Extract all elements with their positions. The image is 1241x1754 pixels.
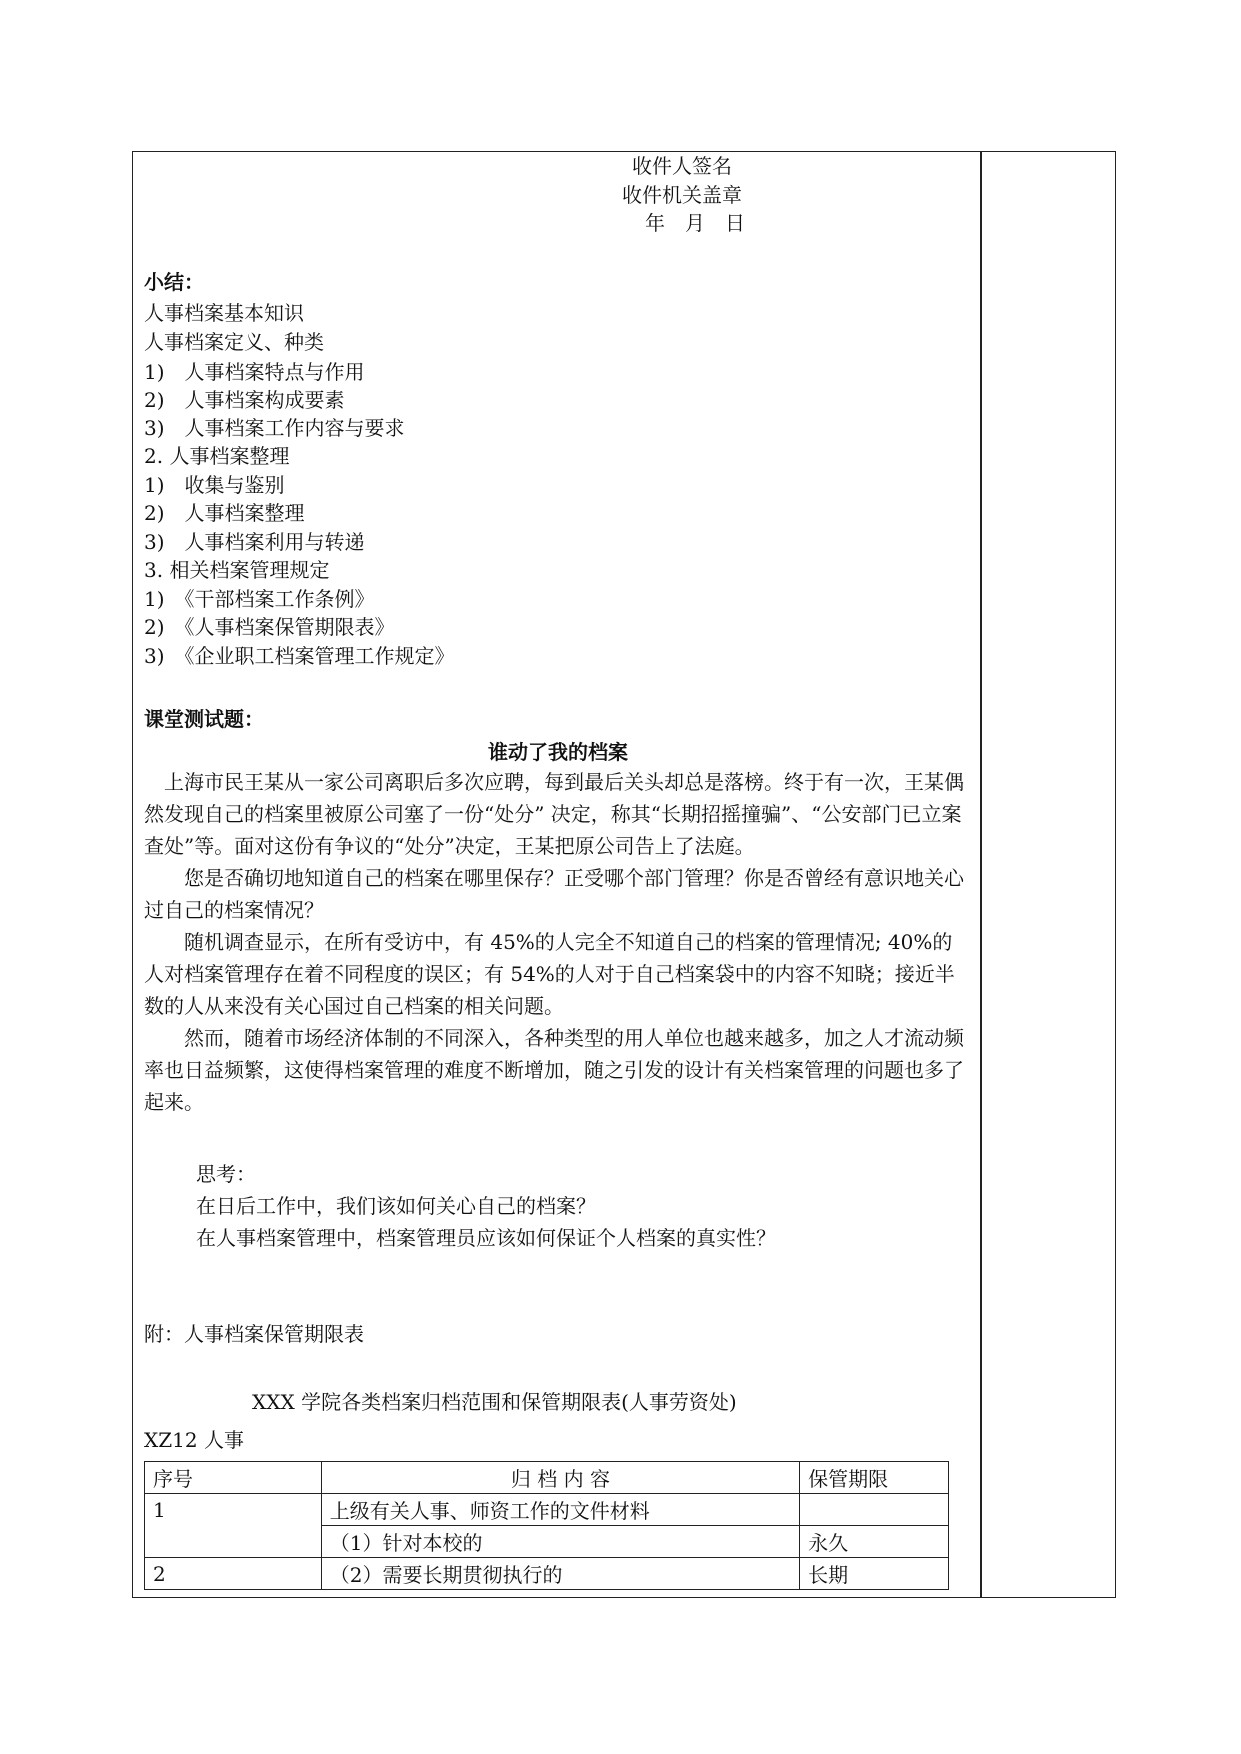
category-label: XZ12 人事	[144, 1428, 244, 1452]
summary-item: 3) 人事档案工作内容与要求	[144, 416, 405, 440]
summary-item: 3) 人事档案利用与转递	[144, 530, 365, 554]
column-divider	[980, 151, 982, 1598]
recipient-seal-label: 收件机关盖章	[622, 183, 742, 207]
summary-item: 1) 收集与鉴别	[144, 473, 285, 497]
row-content: （1）针对本校的	[321, 1526, 799, 1558]
recipient-signature-label: 收件人签名	[632, 154, 732, 178]
summary-item: 1) 《干部档案工作条例》	[144, 587, 375, 611]
case-paragraph-3: 随机调查显示，在所有受访中，有 45%的人完全不知道自己的档案的管理情况; 40%的人对档案管理存在着不同程度的误区；有 54%的人对于自己档案袋中的内容不知晓；接近半数的人从来没有关心国过自己档案的相关问题。	[144, 930, 955, 1018]
case-paragraph-1: 上海市民王某从一家公司离职后多次应聘，每到最后关头却总是落榜。终于有一次，王某偶然发现自己的档案里被原公司塞了一份“处分” 决定，称其“长期招摇撞骗”、“公安部门已立案查处”等。面对这份有争议的“处分”决定，王某把原公司告上了法庭。	[144, 770, 964, 858]
quiz-heading: 课堂测试题：	[144, 707, 264, 731]
row-number	[145, 1526, 322, 1558]
header-retention: 保管期限	[800, 1462, 949, 1494]
case-paragraph-2: 您是否确切地知道自己的档案在哪里保存？正受哪个部门管理？你是否曾经有意识地关心过自己的档案情况？	[144, 866, 964, 922]
summary-item: 人事档案基本知识	[144, 301, 304, 325]
summary-item: 2) 人事档案构成要素	[144, 388, 345, 412]
table-row	[145, 1494, 949, 1526]
appendix-label: 附：人事档案保管期限表	[144, 1322, 364, 1346]
summary-item: 人事档案定义、种类	[144, 330, 324, 354]
summary-item: 3) 《企业职工档案管理工作规定》	[144, 644, 455, 668]
date-label: 年 月 日	[645, 211, 745, 235]
table-row	[145, 1558, 949, 1590]
case-body	[144, 766, 972, 1118]
table-header-row	[145, 1462, 949, 1494]
case-title: 谁动了我的档案	[488, 740, 628, 764]
question-1: 在日后工作中，我们该如何关心自己的档案？	[196, 1194, 596, 1218]
case-paragraph-4: 然而，随着市场经济体制的不同深入，各种类型的用人单位也越来越多，加之人才流动频率也日益频繁，这使得档案管理的难度不断增加，随之引发的设计有关档案管理的问题也多了起来。	[144, 1026, 964, 1114]
summary-item: 2) 人事档案整理	[144, 501, 305, 525]
summary-item: 2. 人事档案整理	[144, 444, 290, 468]
think-label: 思考：	[196, 1162, 256, 1186]
row-retention	[800, 1494, 949, 1526]
retention-table	[144, 1461, 949, 1590]
row-number: 2	[145, 1558, 322, 1590]
summary-item: 3. 相关档案管理规定	[144, 558, 330, 582]
row-content: 上级有关人事、师资工作的文件材料	[321, 1494, 799, 1526]
row-number: 1	[145, 1494, 322, 1526]
header-content: 归 档 内 容	[321, 1462, 799, 1494]
summary-item: 2) 《人事档案保管期限表》	[144, 615, 395, 639]
row-retention: 永久	[800, 1526, 949, 1558]
summary-heading: 小结：	[144, 270, 204, 294]
row-retention: 长期	[800, 1558, 949, 1590]
table-row	[145, 1526, 949, 1558]
retention-table-title: XXX 学院各类档案归档范围和保管期限表(人事劳资处)	[252, 1390, 737, 1414]
summary-item: 1) 人事档案特点与作用	[144, 360, 365, 384]
question-2: 在人事档案管理中，档案管理员应该如何保证个人档案的真实性？	[196, 1226, 776, 1250]
row-content: （2）需要长期贯彻执行的	[321, 1558, 799, 1590]
header-number: 序号	[145, 1462, 322, 1494]
